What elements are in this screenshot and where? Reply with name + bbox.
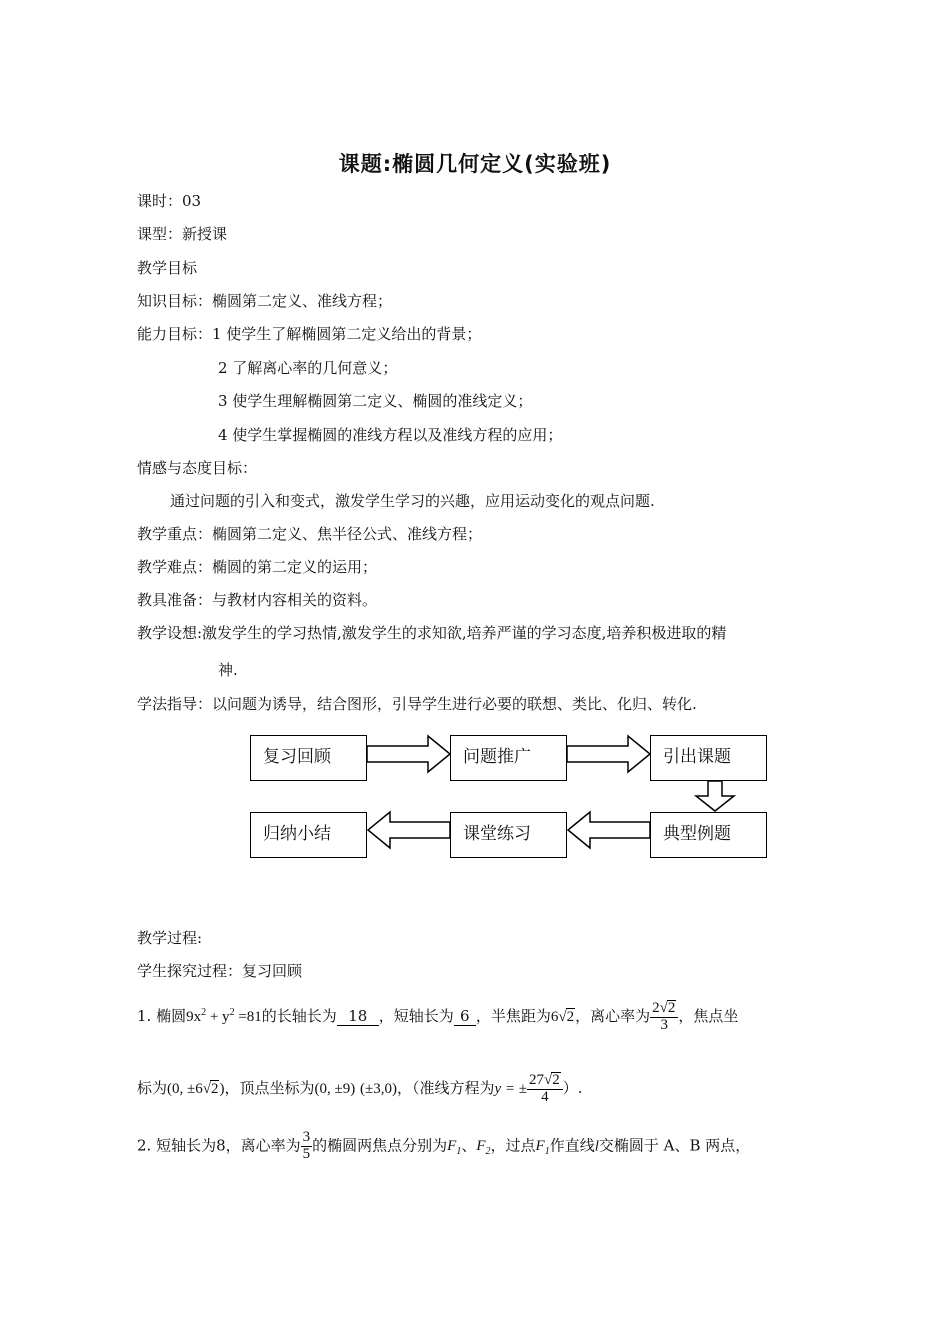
teaching-aids: 教具准备：与教材内容相关的资料。	[137, 591, 378, 609]
flow-box-practice: 课堂练习	[450, 812, 567, 858]
teaching-idea: 教学设想:激发学生的学习热情,激发学生的求知欲,培养严谨的学习态度,培养积极进取的精	[137, 624, 727, 642]
arrow-right-2	[567, 736, 650, 772]
answer-semi-focal: 6√2	[550, 1008, 575, 1025]
focus-f1-ref: $F_1$	[535, 1138, 550, 1158]
page-title: 课题:椭圆几何定义(实验班)	[338, 152, 612, 176]
question-2: 2. 短轴长为8，离心率为 $\frac{3}{5}$ 的椭圆两焦点分别为$F_1$、$F_2$，过点$F_1$作直线l交椭圆于 A、B 两点，	[137, 1129, 751, 1162]
study-guidance: 学法指导：以问题为诱导，结合图形，引导学生进行必要的联想、类比、化归、转化.	[137, 695, 697, 713]
teaching-process-heading: 教学过程:	[137, 929, 203, 947]
arrow-down	[696, 781, 734, 811]
line-l: l	[594, 1138, 599, 1155]
directrix-lhs: y = ±	[494, 1080, 528, 1097]
teaching-goals-heading: 教学目标	[137, 259, 198, 277]
ellipse-equation: $9x^2 + y^2 =81$	[186, 1006, 262, 1025]
class-hours: 课时：03	[137, 192, 202, 210]
answer-directrix: $\frac{27√2}{4}$	[527, 1072, 563, 1106]
answer-foci: (0, ±6√2)	[167, 1080, 225, 1097]
teaching-idea-cont: 神.	[218, 661, 238, 679]
arrow-right-1	[367, 736, 450, 772]
flow-box-generalize: 问题推广	[450, 735, 567, 781]
ability-goal-4: 4 使学生掌握椭圆的准线方程以及准线方程的应用；	[218, 426, 563, 444]
class-type: 课型：新授课	[137, 225, 228, 243]
focus-f2: $F_2$	[476, 1138, 491, 1158]
answer-long-axis: 18	[337, 1007, 379, 1026]
ability-goal-1: 能力目标：1 使学生了解椭圆第二定义给出的背景；	[137, 325, 482, 343]
flow-box-review: 复习回顾	[250, 735, 367, 781]
arrow-left-1	[568, 812, 650, 848]
flow-box-summary: 归纳小结	[250, 812, 367, 858]
eccentricity-fraction: $\frac{3}{5}$	[302, 1129, 311, 1162]
arrow-left-2	[368, 812, 450, 848]
emotion-goal-text: 通过问题的引入和变式，激发学生学习的兴趣，应用运动变化的观点问题.	[170, 492, 655, 510]
flow-box-examples: 典型例题	[650, 812, 767, 858]
ability-goal-2: 2 了解离心率的几何意义；	[218, 359, 398, 377]
answer-vertices-major: (0, ±9)	[314, 1080, 356, 1097]
flow-box-introduce: 引出课题	[650, 735, 767, 781]
teaching-focus: 教学重点：椭圆第二定义、焦半径公式、准线方程；	[137, 525, 483, 543]
ability-goal-3: 3 使学生理解椭圆第二定义、椭圆的准线定义；	[218, 392, 533, 410]
question-1-line-1: 1. 椭圆$9x^2 + y^2 =81$的长轴长为 18 ，短轴长为 6 ，半焦距为6√2，离心率为 $\frac{2√2}{3}$ ，焦点坐	[137, 1000, 739, 1033]
student-exploration: 学生探究过程：复习回顾	[137, 962, 303, 980]
knowledge-goal: 知识目标：椭圆第二定义、准线方程；	[137, 292, 393, 310]
answer-eccentricity: $\frac{2√2}{3}$	[650, 1000, 678, 1034]
emotion-goal-heading: 情感与态度目标：	[137, 459, 258, 477]
teaching-difficulty: 教学难点：椭圆的第二定义的运用；	[137, 558, 378, 576]
answer-short-axis: 6	[454, 1007, 476, 1026]
focus-f1: $F_1$	[447, 1138, 462, 1158]
question-1-line-2: 标为(0, ±6√2)，顶点坐标为(0, ±9) (±3,0)，（准线方程为y = ± $\frac{27√2}{4}$ ）.	[137, 1072, 583, 1105]
answer-vertices-minor: (±3,0)	[360, 1080, 397, 1097]
